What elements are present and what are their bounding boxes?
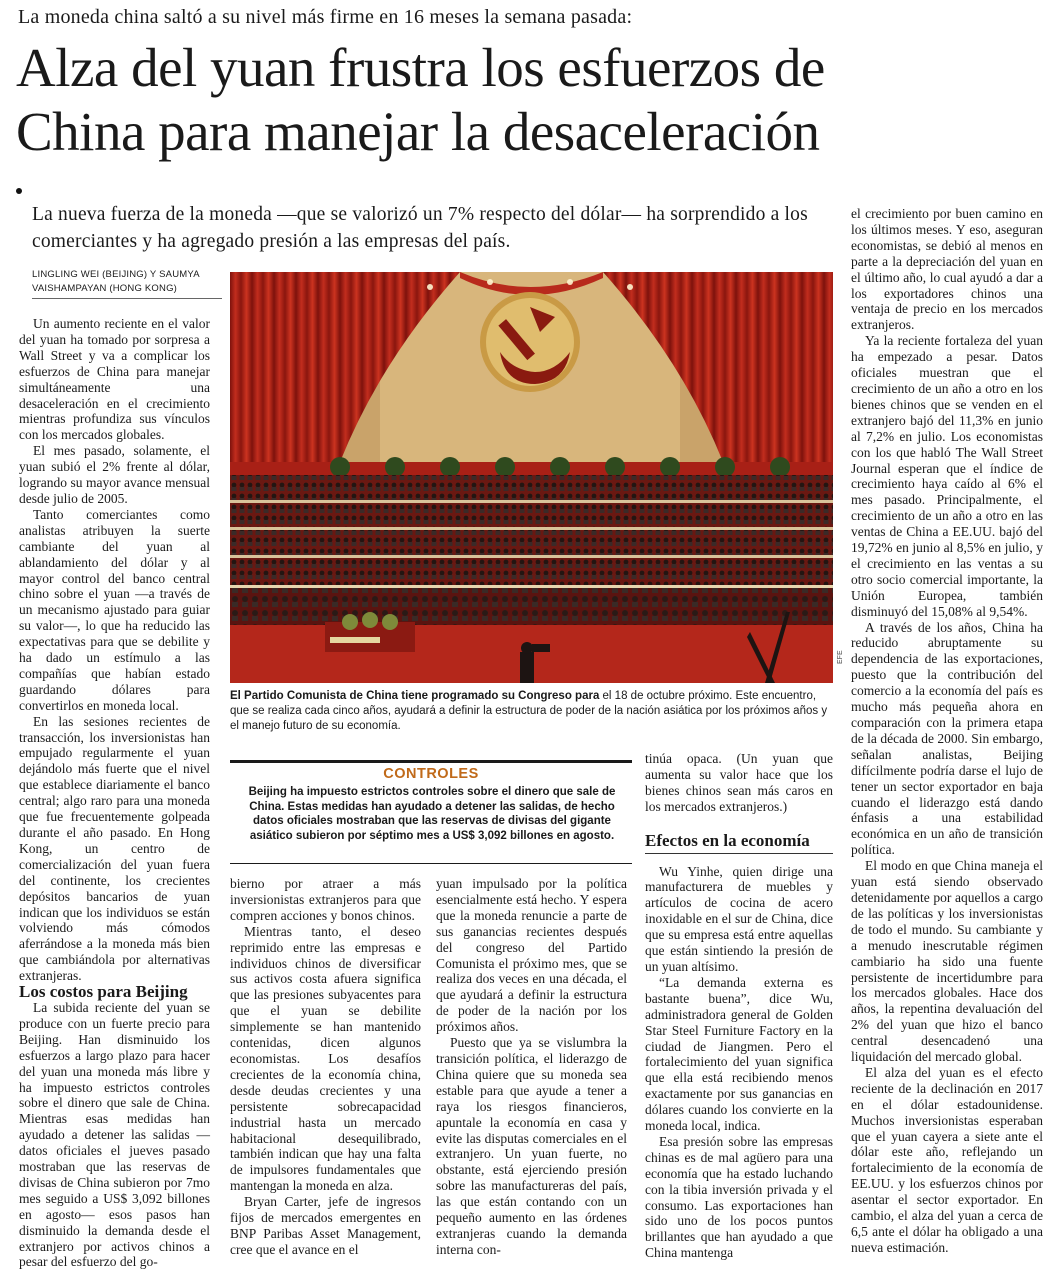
- column-2: [230, 876, 421, 1258]
- column-3: [436, 876, 627, 1258]
- paragraph: el crecimiento por buen camino en los últimos meses. Y eso, aseguran economistas, se debió al menos en parte a la depreciación del yuan en el último año, lo cual ayudó a dar a los exportadores chinos una ventaja de precio en los mercados extranjeros.: [851, 206, 1043, 333]
- deck-subtitle: La nueva fuerza de la moneda —que se valorizó un 7% respecto del dólar— ha sorprendido a los comerciantes y ha agregado presión a las empresas del país.: [32, 204, 808, 252]
- column-1: [19, 316, 210, 1270]
- bullet-dot: [16, 188, 22, 194]
- column-4: [645, 751, 833, 1261]
- paragraph: A través de los años, China ha reducido abruptamente su dependencia de las exportaciones, puesto que la contribución del comercio a la economía del país es mucho más pequeña ahora en comparación con la primera etapa de la década de 2000. Sin embargo, señalan analistas, Beijing difícilmente podría darse el lujo de tener un sector exportador en baja cuando el liderazgo está dando énfasis a una estabilidad económica en un año de transición política.: [851, 619, 1043, 858]
- headline: [16, 36, 1046, 164]
- divider: [645, 853, 833, 854]
- paragraph: Tanto comerciantes como analistas atribuyen la suerte cambiante del yuan al ablandamiento del dólar y al mayor control del banco central chino sobre el yuan —a través de un mecanismo ajustado para guiar su valor—, lo que ha reducido las expectativas para que se debilite y ha dado un estímulo a las compañías que habían estado guardando dólares para convertirlos en moneda local.: [19, 506, 210, 713]
- byline: LINGLING WEI (BEIJING) Y SAUMYA VAISHAMPAYAN (HONG KONG): [32, 268, 222, 299]
- paragraph: El mes pasado, solamente, el yuan subió el 2% frente al dólar, logrando su mayor avance mensual desde julio de 2005.: [19, 443, 210, 506]
- congress-hall-illustration: [230, 272, 833, 683]
- caption-bold: El Partido Comunista de China tiene programado su Congreso para: [230, 690, 600, 702]
- hammer-sickle-emblem: [480, 292, 580, 392]
- column-5: [851, 206, 1043, 1256]
- controles-box: [230, 760, 632, 864]
- subhead: Los costos para Beijing: [19, 982, 188, 1002]
- paragraph: La subida reciente del yuan se produce con un fuerte precio para Beijing. Han disminuido los esfuerzos a largo plazo para hacer del yuan una moneda más libre y ha impuesto estrictos controles sobre el dinero que sale de China. Mientras esas medidas han ayudado a detener las salidas —datos oficiales el jueves pasado mostraban que las reservas de divisas de China subieron por 7mo mes seguido a US$ 3,092 billones en agosto— esos pasos han disminuido la demanda desde el extranjero por activos chinos a pesar del esfuerzo del go-: [19, 999, 210, 1270]
- kicker: La moneda china saltó a su nivel más firme en 16 meses la semana pasada:: [18, 6, 633, 28]
- photo-caption: [230, 689, 833, 734]
- congress-photo: [230, 272, 833, 683]
- headline-line-2: China para manejar la desaceleración: [16, 101, 820, 162]
- paragraph: El modo en que China maneja el yuan está siendo observado detenidamente por aquellos a cargo de las políticas y los inversionistas de todo el mundo. Su cambiante y a menudo inescrutable régimen cambiario ha sido una fuente persistente de incertidumbre para los mercados globales. Hace dos años, la repentina devaluación del 2% del yuan que hizo el banco central desencadenó una liquidación del mercado global.: [851, 858, 1043, 1065]
- paragraph: “La demanda externa es bastante buena”, dice Wu, administradora general de Golden Star Steel Furniture Factory en la ciudad de Jiangmen. Pero el fortalecimiento del yuan significa que ella está recibiendo menos exactamente por sus ganancias en dólares cuando los convierte en la moneda local, indica.: [645, 974, 833, 1134]
- paragraph: Ya la reciente fortaleza del yuan ha empezado a pesar. Datos oficiales muestran que el crecimiento de un año a otro en los bienes chinos que se venden en el extranjero bajó del 11,3% en junio al 7,2% en julio. Los economistas con los que habló The Wall Street Journal esperan que el índice de crecimiento haya caído al 6% el mes pasado. Principalmente, el crecimiento de un año a otro en las ventas de China a EE.UU. bajó del 19,72% en junio al 8,5% en julio, y el crecimiento en las ventas a su otro socio comercial importante, la Unión Europea, también disminuyó del 15,08% al 9,54%.: [851, 333, 1043, 619]
- subhead: Efectos en la economía: [645, 830, 810, 850]
- paragraph: Puesto que ya se vislumbra la transición política, el liderazgo de China quiere que su moneda sea estable para que ayude a tener a raya los riesgos financieros, apuntale la economía en casa y evite las disputas comerciales en el extranjero. Un yuan fuerte, no obstante, está ejerciendo presión sobre las manufactureras del país, las que están contando con un pequeño aumento en las órdenes extranjeras cuando la demanda interna con-: [436, 1035, 627, 1257]
- paragraph: yuan impulsado por la política esencialmente está hecho. Y espera que la moneda renuncie a parte de sus ganancias recientes después del congreso del Partido Comunista el próximo mes, que se realiza dos veces en una década, el que ayudará a definir la estructura de poder de la nación por los próximos años.: [436, 876, 627, 1035]
- paragraph: El alza del yuan es el efecto reciente de la declinación en 2017 en el dólar estadounidense. Muchos inversionistas esperaban que el yuan cayera a siete ante el dólar este año, reflejando un fortalecimiento de la economía de EE.UU. y los esfuerzos chinos por asentar el sector exportador. En cambio, el alza del yuan a cerca de 6,5 ante el dólar ha obligado a una nueva estimación.: [851, 1064, 1043, 1255]
- caption-rest: el 18 de octubre próximo. Este encuentro, que se realiza cada cinco años, ayudará a definir la estructura de poder de la nación asiática por los próximos años y el manejo futuro de su economía.: [230, 690, 828, 732]
- paragraph: Wu Yinhe, quien dirige una manufacturera de muebles y artículos de cocina de acero inoxidable en el sur de China, dice que su empresa está entre aquellas que están sintiendo la presión de un yuan altísimo.: [645, 863, 833, 974]
- paragraph: Mientras tanto, el deseo reprimido entre las empresas e individuos chinos de diversificar sus activos costa afuera significa que las presiones subyacentes para que el yuan se debilite simplemente se han mantenido contenidas, dicen algunos economistas. Los desafíos crecientes de la economía china, desde deudas crecientes y una persistente sobrecapacidad industrial hasta un mercado habitacional desequilibrado, también indican que hay una falta de impulsores fundamentales que mantengan la moneda en alza.: [230, 923, 421, 1194]
- photo-credit: EFE: [837, 650, 844, 664]
- paragraph: Un aumento reciente en el valor del yuan ha tomado por sorpresa a Wall Street y va a complicar los esfuerzos de China para manejar simultáneamente una desaceleración en el crecimiento mientras profundiza sus vínculos con los mercados globales.: [19, 316, 210, 443]
- paragraph: En las sesiones recientes de transacción, los inversionistas han empujado regularmente el yuan dejándolo más fuerte que el nivel que establece diariamente el banco central; algo raro para una moneda que fue frecuentemente golpeada durante el año pasado. En Hong Kong, un centro de comercialización del yuan fuera del continente, los crecientes depósitos bancarios de yuan indican que los individuos se están volviendo más cómodos aferrándose a la moneda más bien que cambiándola por alternativas extranjeras.: [19, 713, 210, 984]
- headline-line-1: Alza del yuan frustra los esfuerzos de: [16, 37, 825, 98]
- paragraph: tinúa opaca. (Un yuan que aumenta su valor hace que los bienes chinos sean más caros en los mercados extranjeros.): [645, 751, 833, 814]
- box-title: CONTROLES: [383, 766, 479, 782]
- paragraph: Bryan Carter, jefe de ingresos fijos de mercados emergentes en BNP Paribas Asset Management, cree que el avance en el: [230, 1194, 421, 1257]
- paragraph: bierno por atraer a más inversionistas extranjeros para que compren acciones y bonos chinos.: [230, 876, 421, 923]
- box-text: Beijing ha impuesto estrictos controles sobre el dinero que sale de China. Estas medidas han ayudado a detener las salidas, de hecho datos oficiales mostraban que las reservas de divisas del gigante asiático subieron por séptimo mes a US$ 3,092 billones en agosto.: [248, 786, 616, 842]
- paragraph: Esa presión sobre las empresas chinas es de mal agüero para una economía que ha estado luchando con la tibia inversión privada y el consumo. Las exportaciones han sido uno de los pocos puntos brillantes que han ayudado a que China mantenga: [645, 1133, 833, 1261]
